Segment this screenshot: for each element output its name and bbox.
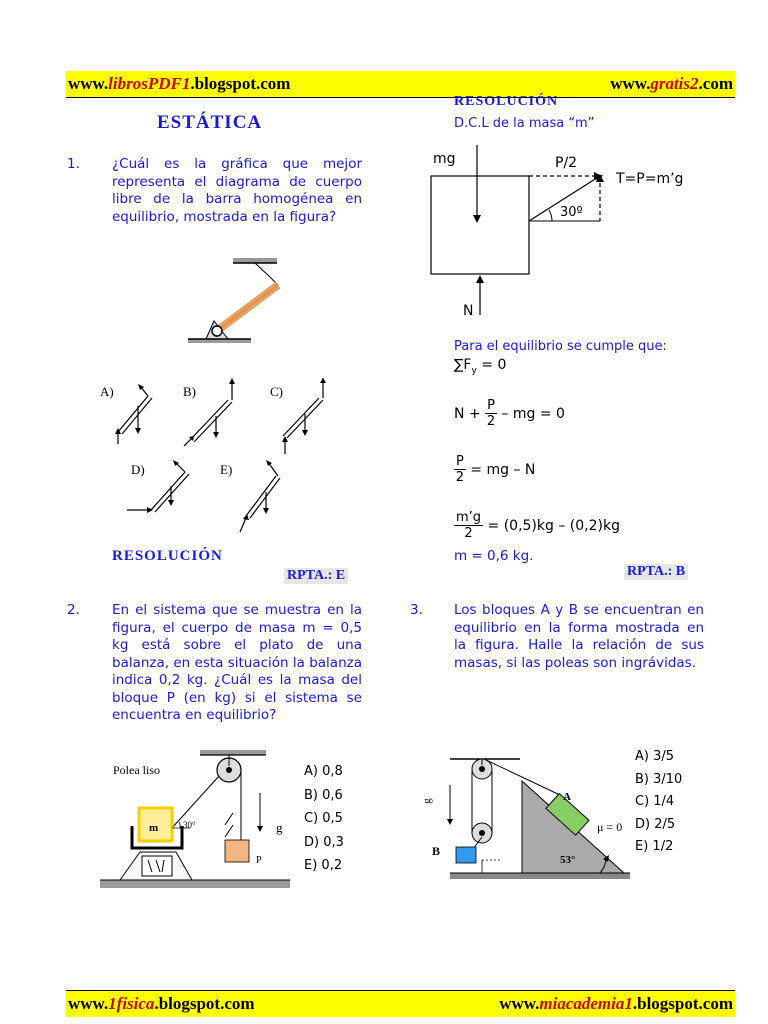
q1-option-b-label[interactable]: B) <box>183 384 196 399</box>
q1-option-a-diagram[interactable] <box>110 384 160 446</box>
mass-m-label: m <box>149 822 159 834</box>
force-t-label: T=P=m’g <box>616 171 684 187</box>
q3-option-e[interactable]: E) 1/2 <box>635 839 674 854</box>
force-p2-label: P/2 <box>555 155 578 171</box>
block-p-label: P <box>256 855 262 866</box>
q2-text: En el sistema que se muestra en la figura, el cuerpo de masa m = 0,5 kg está sobre el plato de una balanza, en esta situación la balanza indica 0,2 kg. ¿Cuál es la masa del bloque P (en kg) si el sistema se encuentra en equilibrio? <box>112 602 362 723</box>
friction-label: μ = 0 <box>597 820 623 834</box>
q3-number: 3. <box>410 602 423 618</box>
q3-gravity-label: g <box>420 798 433 804</box>
header-rule <box>66 97 735 98</box>
q2-option-e[interactable]: E) 0,2 <box>304 858 343 873</box>
q2-gravity-label: g <box>276 820 283 835</box>
equation-sum-fy: $\sum F_y = 0$ <box>454 357 507 376</box>
q2-option-c[interactable]: C) 0,5 <box>304 811 343 826</box>
q1-option-d-diagram[interactable] <box>125 458 200 520</box>
pulley-label: Polea liso <box>113 763 160 777</box>
q1-option-a-label[interactable]: A) <box>100 384 114 399</box>
page-title: ESTÁTICA <box>157 112 263 133</box>
q1-bar-figure <box>180 255 290 350</box>
q3-option-d[interactable]: D) 2/5 <box>635 816 676 832</box>
footer-right-link[interactable]: www.miacademia1.blogspot.com <box>499 994 733 1013</box>
q2-option-b[interactable]: B) 0,6 <box>304 787 343 803</box>
q3-option-c[interactable]: C) 1/4 <box>635 794 675 809</box>
q1-option-e-label[interactable]: E) <box>220 462 233 477</box>
equilibrium-text: Para el equilibrio se cumple que: <box>454 339 667 354</box>
q1-answer-badge: RPTA.: E <box>284 568 348 584</box>
q1-resolution-heading: RESOLUCIÓN <box>112 548 223 564</box>
q1-option-c-label[interactable]: C) <box>270 384 283 399</box>
resolution-subtitle: D.C.L de la masa “m” <box>454 116 595 131</box>
force-mg-label: mg <box>433 151 456 167</box>
q2-number: 2. <box>67 602 80 618</box>
result-mass: m = 0,6 kg. <box>454 548 534 564</box>
block-b-label: B <box>432 844 441 858</box>
q3-text: Los bloques A y B se encuentran en equilibrio en la forma mostrada en la figura. Halle la relación de sus masas, si las poleas son ingrávidas. <box>454 602 704 671</box>
q3-incline-figure <box>420 745 635 885</box>
header-bar <box>66 71 735 97</box>
resolution-answer-badge: RPTA.: B <box>624 564 688 580</box>
resolution-heading: RESOLUCIÓN <box>454 94 559 109</box>
q3-angle-label: 53° <box>560 854 576 866</box>
q2-option-d[interactable]: D) 0,3 <box>304 834 344 850</box>
q2-options <box>304 760 344 878</box>
angle-label: 30º <box>560 205 583 220</box>
footer-bar <box>66 991 735 1017</box>
q3-option-a[interactable]: A) 3/5 <box>635 749 675 764</box>
q1-option-b-diagram[interactable] <box>180 378 240 448</box>
force-n-label: N <box>463 303 474 319</box>
q3-options <box>635 746 682 859</box>
header-right-link[interactable]: www.gratis2.com <box>610 74 733 93</box>
q1-text: ¿Cuál es la gráfica que mejor representa el diagrama de cuerpo libre de la barra homogénea en equilibrio, mostrada en la figura? <box>112 156 362 225</box>
header-left-link[interactable]: www.librosPDF1.blogspot.com <box>68 74 291 93</box>
q3-option-b[interactable]: B) 3/10 <box>635 771 683 787</box>
q1-option-e-diagram[interactable] <box>232 458 287 538</box>
block-a-label: A <box>563 791 571 803</box>
footer-left-link[interactable]: www.1fisica.blogspot.com <box>68 994 255 1013</box>
equation-4: $\frac{m’g}{2}$ = (0,5)kg – (0,2)kg <box>456 510 620 541</box>
q1-number: 1. <box>67 156 80 172</box>
q2-option-a[interactable]: A) 0,8 <box>304 764 343 779</box>
equation-3: $\frac{P}{2}$ = mg – N <box>455 454 536 485</box>
q1-option-c-diagram[interactable] <box>275 378 335 458</box>
equation-2: N + $\frac{P}{2}$ – mg = 0 <box>454 398 565 429</box>
q2-angle-label: 30° <box>183 820 196 830</box>
q1-option-d-label[interactable]: D) <box>131 462 145 477</box>
